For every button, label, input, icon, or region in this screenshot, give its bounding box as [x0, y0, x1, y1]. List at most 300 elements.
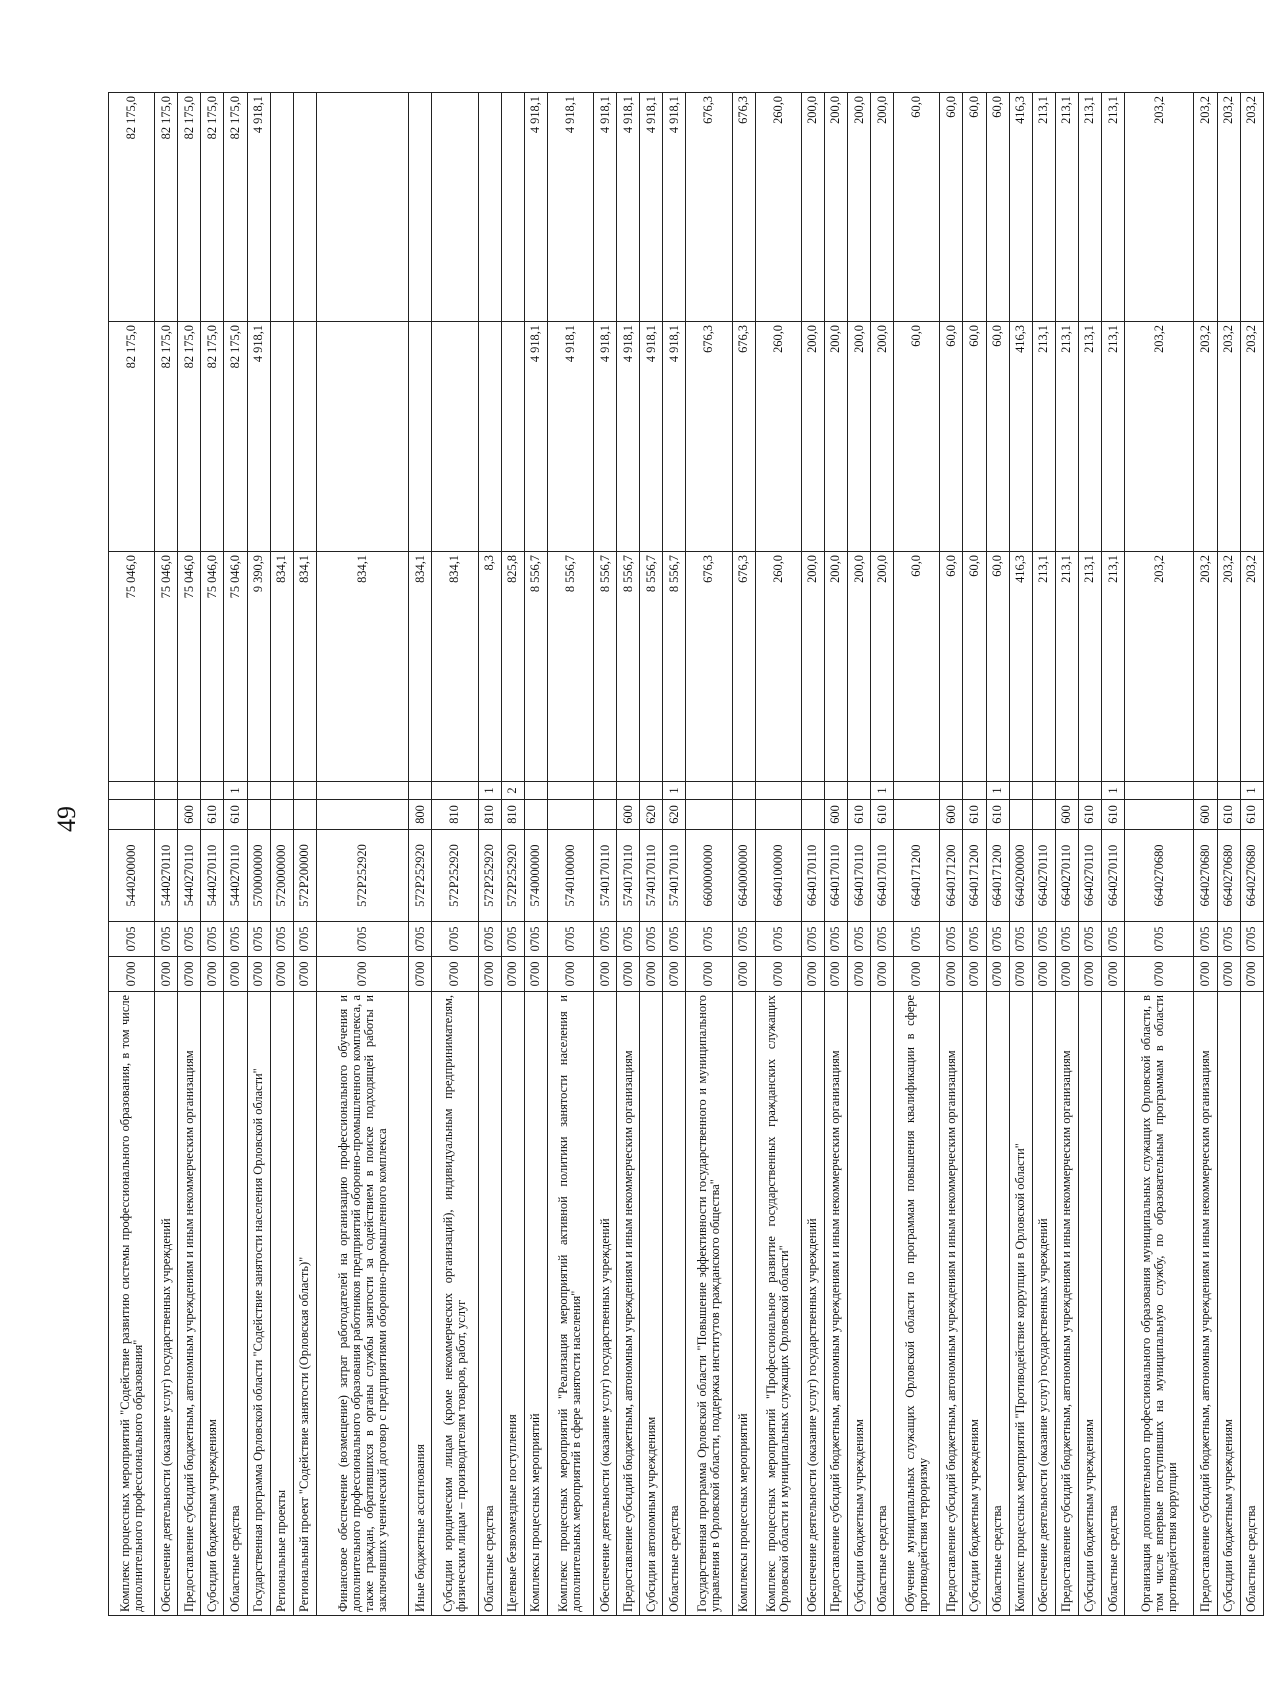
- amount-year-3-cell: 4 918,1: [593, 93, 616, 322]
- target-article-cell: 5740170110: [640, 830, 663, 922]
- subsection-code-cell: 0705: [732, 922, 755, 957]
- subsection-code-cell: 0705: [224, 922, 247, 957]
- source-flag-cell: [270, 782, 293, 800]
- expense-type-cell: [247, 800, 270, 830]
- table-row: [224, 93, 247, 1616]
- subsection-code-cell: 0705: [293, 922, 316, 957]
- amount-year-1-cell: 60,0: [940, 552, 963, 782]
- amount-year-3-cell: 200,0: [848, 93, 871, 322]
- section-code-cell: 0700: [1055, 957, 1078, 992]
- amount-year-3-cell: 416,3: [1009, 93, 1032, 322]
- source-flag-cell: [293, 782, 316, 800]
- table-row: [247, 93, 270, 1616]
- table-row: [593, 93, 616, 1616]
- table-row: [1217, 93, 1240, 1616]
- source-flag-cell: [247, 782, 270, 800]
- target-article-cell: 6640171200: [963, 830, 986, 922]
- expense-type-cell: [547, 800, 593, 830]
- source-flag-cell: [178, 782, 201, 800]
- amount-year-1-cell: 75 046,0: [201, 552, 224, 782]
- section-code-cell: 0700: [663, 957, 686, 992]
- row-name-cell: Субсидии бюджетным учреждениям: [963, 992, 986, 1616]
- amount-year-3-cell: 4 918,1: [547, 93, 593, 322]
- source-flag-cell: [732, 782, 755, 800]
- source-flag-cell: [1078, 782, 1101, 800]
- amount-year-2-cell: 60,0: [963, 322, 986, 552]
- amount-year-1-cell: 8,3: [478, 552, 501, 782]
- expense-type-cell: [270, 800, 293, 830]
- source-flag-cell: 1: [1240, 782, 1263, 800]
- subsection-code-cell: 0705: [663, 922, 686, 957]
- source-flag-cell: [1194, 782, 1217, 800]
- amount-year-1-cell: 834,1: [432, 552, 478, 782]
- table-row: [155, 93, 178, 1616]
- expense-type-cell: 600: [940, 800, 963, 830]
- amount-year-2-cell: 203,2: [1240, 322, 1263, 552]
- amount-year-3-cell: 203,2: [1217, 93, 1240, 322]
- row-name-cell: Субсидии бюджетным учреждениям: [1078, 992, 1101, 1616]
- source-flag-cell: [316, 782, 408, 800]
- table-row: [1009, 93, 1032, 1616]
- amount-year-1-cell: 260,0: [755, 552, 801, 782]
- expense-type-cell: [894, 800, 940, 830]
- amount-year-3-cell: [501, 93, 524, 322]
- table-row: [524, 93, 547, 1616]
- amount-year-1-cell: 200,0: [848, 552, 871, 782]
- row-name-cell: Субсидии бюджетным учреждениям: [201, 992, 224, 1616]
- amount-year-3-cell: 203,2: [1125, 93, 1194, 322]
- amount-year-1-cell: 834,1: [409, 552, 432, 782]
- section-code-cell: 0700: [1217, 957, 1240, 992]
- expense-type-cell: 600: [1055, 800, 1078, 830]
- subsection-code-cell: 0705: [432, 922, 478, 957]
- target-article-cell: 5440270110: [178, 830, 201, 922]
- subsection-code-cell: 0705: [178, 922, 201, 957]
- subsection-code-cell: 0705: [409, 922, 432, 957]
- subsection-code-cell: 0705: [686, 922, 732, 957]
- amount-year-2-cell: 200,0: [871, 322, 894, 552]
- expense-type-cell: 610: [1217, 800, 1240, 830]
- table-row: [293, 93, 316, 1616]
- amount-year-3-cell: 676,3: [732, 93, 755, 322]
- subsection-code-cell: 0705: [1125, 922, 1194, 957]
- amount-year-2-cell: 4 918,1: [547, 322, 593, 552]
- subsection-code-cell: 0705: [109, 922, 155, 957]
- row-name-cell: Комплекс процессных мероприятий "Противодействие коррупции в Орловской области": [1009, 992, 1032, 1616]
- amount-year-1-cell: 60,0: [963, 552, 986, 782]
- row-name-cell: Областные средства: [1240, 992, 1263, 1616]
- section-code-cell: 0700: [1009, 957, 1032, 992]
- source-flag-cell: [1032, 782, 1055, 800]
- amount-year-1-cell: 75 046,0: [109, 552, 155, 782]
- section-code-cell: 0700: [409, 957, 432, 992]
- subsection-code-cell: 0705: [501, 922, 524, 957]
- source-flag-cell: [155, 782, 178, 800]
- expense-type-cell: 610: [201, 800, 224, 830]
- section-code-cell: 0700: [593, 957, 616, 992]
- source-flag-cell: [1009, 782, 1032, 800]
- row-name-cell: Предоставление субсидий бюджетным, автономным учреждениям и иным некоммерческим организациям: [178, 992, 201, 1616]
- amount-year-2-cell: 213,1: [1102, 322, 1125, 552]
- section-code-cell: 0700: [640, 957, 663, 992]
- amount-year-3-cell: [478, 93, 501, 322]
- source-flag-cell: 2: [501, 782, 524, 800]
- expense-type-cell: 600: [824, 800, 847, 830]
- amount-year-2-cell: 60,0: [894, 322, 940, 552]
- section-code-cell: 0700: [894, 957, 940, 992]
- subsection-code-cell: 0705: [478, 922, 501, 957]
- table-row: [1032, 93, 1055, 1616]
- target-article-cell: 5440270110: [201, 830, 224, 922]
- subsection-code-cell: 0705: [986, 922, 1009, 957]
- section-code-cell: 0700: [1078, 957, 1101, 992]
- amount-year-2-cell: 60,0: [940, 322, 963, 552]
- amount-year-1-cell: 203,2: [1240, 552, 1263, 782]
- section-code-cell: 0700: [201, 957, 224, 992]
- amount-year-1-cell: 203,2: [1217, 552, 1240, 782]
- expense-type-cell: [801, 800, 824, 830]
- row-name-cell: Областные средства: [478, 992, 501, 1616]
- source-flag-cell: [686, 782, 732, 800]
- amount-year-3-cell: 82 175,0: [201, 93, 224, 322]
- amount-year-1-cell: 8 556,7: [524, 552, 547, 782]
- subsection-code-cell: 0705: [824, 922, 847, 957]
- source-flag-cell: [547, 782, 593, 800]
- amount-year-1-cell: 213,1: [1055, 552, 1078, 782]
- table-row: [432, 93, 478, 1616]
- subsection-code-cell: 0705: [593, 922, 616, 957]
- row-name-cell: Целевые безвозмездные поступления: [501, 992, 524, 1616]
- target-article-cell: 6640270680: [1125, 830, 1194, 922]
- section-code-cell: 0700: [293, 957, 316, 992]
- subsection-code-cell: 0705: [1240, 922, 1263, 957]
- amount-year-3-cell: [432, 93, 478, 322]
- amount-year-3-cell: 203,2: [1194, 93, 1217, 322]
- target-article-cell: 5740170110: [593, 830, 616, 922]
- row-name-cell: Финансовое обеспечение (возмещение) затрат работодателей на организацию профессионального обучения и дополнительного профессионального образования работников предприятий оборонно-промышленного комплекса, а также граждан, обратившихся в органы службы занятости за содействием в поиске подходящей работы и заключивших ученический договор с предприятиями оборонно-промышленного комплекса: [316, 992, 408, 1616]
- row-name-cell: Субсидии бюджетным учреждениям: [1217, 992, 1240, 1616]
- expense-type-cell: 810: [501, 800, 524, 830]
- amount-year-1-cell: 8 556,7: [663, 552, 686, 782]
- row-name-cell: Региональный проект "Содействие занятости (Орловская область)": [293, 992, 316, 1616]
- table-row: [732, 93, 755, 1616]
- section-code-cell: 0700: [247, 957, 270, 992]
- target-article-cell: 5740170110: [663, 830, 686, 922]
- amount-year-1-cell: 200,0: [801, 552, 824, 782]
- table-row: [178, 93, 201, 1616]
- amount-year-3-cell: 60,0: [963, 93, 986, 322]
- section-code-cell: 0700: [270, 957, 293, 992]
- source-flag-cell: [801, 782, 824, 800]
- table-row: [1125, 93, 1194, 1616]
- target-article-cell: 6640270680: [1217, 830, 1240, 922]
- row-name-cell: Областные средства: [871, 992, 894, 1616]
- subsection-code-cell: 0705: [1032, 922, 1055, 957]
- amount-year-3-cell: 82 175,0: [109, 93, 155, 322]
- row-name-cell: Организация дополнительного профессионального образования муниципальных служащих Орловской области, в том числе впервые поступивших на муниципальную службу, по образовательным программам в области противодействия коррупции: [1125, 992, 1194, 1616]
- expense-type-cell: [732, 800, 755, 830]
- target-article-cell: 6640170110: [871, 830, 894, 922]
- table-row: [478, 93, 501, 1616]
- row-name-cell: Обучение муниципальных служащих Орловской области по программам повышения квалификации в сфере противодействия терроризму: [894, 992, 940, 1616]
- page-number: 49: [52, 806, 81, 832]
- table-row: [270, 93, 293, 1616]
- row-name-cell: Государственная программа Орловской области "Содействие занятости населения Орловской области": [247, 992, 270, 1616]
- amount-year-2-cell: 82 175,0: [178, 322, 201, 552]
- amount-year-3-cell: 60,0: [986, 93, 1009, 322]
- table-row: [109, 93, 155, 1616]
- rotated-table-wrapper: [108, 93, 1259, 1616]
- table-row: [1078, 93, 1101, 1616]
- target-article-cell: 572P252920: [478, 830, 501, 922]
- target-article-cell: 6640000000: [732, 830, 755, 922]
- amount-year-3-cell: 213,1: [1055, 93, 1078, 322]
- amount-year-2-cell: 200,0: [824, 322, 847, 552]
- source-flag-cell: [640, 782, 663, 800]
- subsection-code-cell: 0705: [547, 922, 593, 957]
- table-row: [894, 93, 940, 1616]
- amount-year-1-cell: 834,1: [270, 552, 293, 782]
- amount-year-3-cell: 82 175,0: [178, 93, 201, 322]
- section-code-cell: 0700: [963, 957, 986, 992]
- amount-year-2-cell: 4 918,1: [617, 322, 640, 552]
- target-article-cell: 6640171200: [986, 830, 1009, 922]
- target-article-cell: 5720000000: [270, 830, 293, 922]
- row-name-cell: Областные средства: [1102, 992, 1125, 1616]
- source-flag-cell: [963, 782, 986, 800]
- target-article-cell: 6640171200: [940, 830, 963, 922]
- expense-type-cell: [109, 800, 155, 830]
- target-article-cell: 572P252920: [316, 830, 408, 922]
- target-article-cell: 572P252920: [501, 830, 524, 922]
- subsection-code-cell: 0705: [155, 922, 178, 957]
- subsection-code-cell: 0705: [940, 922, 963, 957]
- row-name-cell: Государственная программа Орловской области "Повышение эффективности государственного и муниципального управления в Орловской области, поддержка институтов гражданского общества": [686, 992, 732, 1616]
- row-name-cell: Обеспечение деятельности (оказание услуг) государственных учреждений: [155, 992, 178, 1616]
- subsection-code-cell: 0705: [848, 922, 871, 957]
- row-name-cell: Комплексы процессных мероприятий: [524, 992, 547, 1616]
- source-flag-cell: [1055, 782, 1078, 800]
- expense-type-cell: 610: [224, 800, 247, 830]
- amount-year-1-cell: 60,0: [894, 552, 940, 782]
- source-flag-cell: 1: [224, 782, 247, 800]
- target-article-cell: 5700000000: [247, 830, 270, 922]
- source-flag-cell: 1: [986, 782, 1009, 800]
- source-flag-cell: [940, 782, 963, 800]
- subsection-code-cell: 0705: [1194, 922, 1217, 957]
- amount-year-2-cell: 82 175,0: [201, 322, 224, 552]
- subsection-code-cell: 0705: [963, 922, 986, 957]
- table-row: [871, 93, 894, 1616]
- table-row: [617, 93, 640, 1616]
- expense-type-cell: [686, 800, 732, 830]
- table-row: [940, 93, 963, 1616]
- section-code-cell: 0700: [109, 957, 155, 992]
- section-code-cell: 0700: [732, 957, 755, 992]
- section-code-cell: 0700: [178, 957, 201, 992]
- expense-type-cell: 600: [178, 800, 201, 830]
- table-row: [201, 93, 224, 1616]
- source-flag-cell: [1217, 782, 1240, 800]
- amount-year-3-cell: 203,2: [1240, 93, 1263, 322]
- amount-year-1-cell: 75 046,0: [155, 552, 178, 782]
- amount-year-3-cell: 676,3: [686, 93, 732, 322]
- expense-type-cell: 610: [848, 800, 871, 830]
- target-article-cell: 572P252920: [409, 830, 432, 922]
- amount-year-1-cell: 8 556,7: [617, 552, 640, 782]
- row-name-cell: Предоставление субсидий бюджетным, автономным учреждениям и иным некоммерческим организациям: [1194, 992, 1217, 1616]
- amount-year-1-cell: 75 046,0: [178, 552, 201, 782]
- amount-year-1-cell: 213,1: [1102, 552, 1125, 782]
- subsection-code-cell: 0705: [247, 922, 270, 957]
- source-flag-cell: 1: [871, 782, 894, 800]
- target-article-cell: 6640270110: [1032, 830, 1055, 922]
- row-name-cell: Предоставление субсидий бюджетным, автономным учреждениям и иным некоммерческим организациям: [940, 992, 963, 1616]
- row-name-cell: Региональные проекты: [270, 992, 293, 1616]
- subsection-code-cell: 0705: [894, 922, 940, 957]
- expense-type-cell: [524, 800, 547, 830]
- subsection-code-cell: 0705: [755, 922, 801, 957]
- target-article-cell: 6640100000: [755, 830, 801, 922]
- amount-year-3-cell: 82 175,0: [155, 93, 178, 322]
- amount-year-2-cell: 82 175,0: [224, 322, 247, 552]
- row-name-cell: Субсидии юридическим лицам (кроме некоммерческих организаций), индивидуальным предпринимателям, физическим лицам – производителям товаров, работ, услуг: [432, 992, 478, 1616]
- row-name-cell: Областные средства: [663, 992, 686, 1616]
- table-row: [963, 93, 986, 1616]
- source-flag-cell: [593, 782, 616, 800]
- source-flag-cell: [432, 782, 478, 800]
- table-body: [109, 93, 1264, 1616]
- amount-year-2-cell: [270, 322, 293, 552]
- amount-year-3-cell: 82 175,0: [224, 93, 247, 322]
- amount-year-3-cell: 200,0: [824, 93, 847, 322]
- amount-year-1-cell: 213,1: [1078, 552, 1101, 782]
- subsection-code-cell: 0705: [201, 922, 224, 957]
- target-article-cell: 572P252920: [432, 830, 478, 922]
- expense-type-cell: 610: [1102, 800, 1125, 830]
- row-name-cell: Предоставление субсидий бюджетным, автономным учреждениям и иным некоммерческим организациям: [617, 992, 640, 1616]
- row-name-cell: Обеспечение деятельности (оказание услуг) государственных учреждений: [1032, 992, 1055, 1616]
- target-article-cell: 6640270110: [1078, 830, 1101, 922]
- row-name-cell: Иные бюджетные ассигнования: [409, 992, 432, 1616]
- table-row: [547, 93, 593, 1616]
- amount-year-1-cell: 200,0: [824, 552, 847, 782]
- target-article-cell: 5740100000: [547, 830, 593, 922]
- amount-year-2-cell: [293, 322, 316, 552]
- subsection-code-cell: 0705: [1217, 922, 1240, 957]
- expense-type-cell: 810: [478, 800, 501, 830]
- amount-year-1-cell: 203,2: [1194, 552, 1217, 782]
- subsection-code-cell: 0705: [270, 922, 293, 957]
- subsection-code-cell: 0705: [524, 922, 547, 957]
- amount-year-2-cell: 203,2: [1125, 322, 1194, 552]
- section-code-cell: 0700: [801, 957, 824, 992]
- expense-type-cell: 600: [1194, 800, 1217, 830]
- budget-table: [108, 92, 1264, 1616]
- table-row: [409, 93, 432, 1616]
- section-code-cell: 0700: [824, 957, 847, 992]
- amount-year-2-cell: 4 918,1: [640, 322, 663, 552]
- target-article-cell: 6640270680: [1194, 830, 1217, 922]
- expense-type-cell: 610: [1240, 800, 1263, 830]
- target-article-cell: 6640270110: [1102, 830, 1125, 922]
- expense-type-cell: 610: [871, 800, 894, 830]
- section-code-cell: 0700: [617, 957, 640, 992]
- source-flag-cell: [524, 782, 547, 800]
- expense-type-cell: 610: [986, 800, 1009, 830]
- table-row: [1102, 93, 1125, 1616]
- source-flag-cell: [409, 782, 432, 800]
- row-name-cell: Субсидии автономным учреждениям: [640, 992, 663, 1616]
- section-code-cell: 0700: [848, 957, 871, 992]
- section-code-cell: 0700: [501, 957, 524, 992]
- row-name-cell: Комплекс процессных мероприятий "Профессиональное развитие государственных гражданских служащих Орловской области и муниципальных служащих Орловской области": [755, 992, 801, 1616]
- amount-year-2-cell: 4 918,1: [593, 322, 616, 552]
- table-row: [1240, 93, 1263, 1616]
- amount-year-2-cell: 676,3: [686, 322, 732, 552]
- expense-type-cell: [1032, 800, 1055, 830]
- amount-year-1-cell: 200,0: [871, 552, 894, 782]
- amount-year-1-cell: 834,1: [316, 552, 408, 782]
- amount-year-2-cell: 200,0: [801, 322, 824, 552]
- section-code-cell: 0700: [478, 957, 501, 992]
- section-code-cell: 0700: [1240, 957, 1263, 992]
- source-flag-cell: [848, 782, 871, 800]
- subsection-code-cell: 0705: [1055, 922, 1078, 957]
- target-article-cell: 5440270110: [155, 830, 178, 922]
- amount-year-1-cell: 834,1: [293, 552, 316, 782]
- row-name-cell: Областные средства: [986, 992, 1009, 1616]
- amount-year-3-cell: 4 918,1: [524, 93, 547, 322]
- subsection-code-cell: 0705: [801, 922, 824, 957]
- section-code-cell: 0700: [1032, 957, 1055, 992]
- amount-year-3-cell: [293, 93, 316, 322]
- subsection-code-cell: 0705: [617, 922, 640, 957]
- table-row: [1055, 93, 1078, 1616]
- amount-year-1-cell: 213,1: [1032, 552, 1055, 782]
- table-row: [1194, 93, 1217, 1616]
- expense-type-cell: [755, 800, 801, 830]
- amount-year-3-cell: 4 918,1: [663, 93, 686, 322]
- amount-year-3-cell: 60,0: [940, 93, 963, 322]
- expense-type-cell: [293, 800, 316, 830]
- expense-type-cell: 800: [409, 800, 432, 830]
- source-flag-cell: [894, 782, 940, 800]
- amount-year-1-cell: 825,8: [501, 552, 524, 782]
- subsection-code-cell: 0705: [1102, 922, 1125, 957]
- subsection-code-cell: 0705: [1078, 922, 1101, 957]
- target-article-cell: 5740000000: [524, 830, 547, 922]
- amount-year-2-cell: 260,0: [755, 322, 801, 552]
- target-article-cell: 5440200000: [109, 830, 155, 922]
- row-name-cell: Комплекс процессных мероприятий "Реализация мероприятий активной политики занятости населения и дополнительных мероприятий в сфере занятости населения": [547, 992, 593, 1616]
- amount-year-1-cell: 8 556,7: [547, 552, 593, 782]
- table-row: [848, 93, 871, 1616]
- target-article-cell: 6640170110: [848, 830, 871, 922]
- source-flag-cell: 1: [1102, 782, 1125, 800]
- section-code-cell: 0700: [432, 957, 478, 992]
- amount-year-2-cell: 60,0: [986, 322, 1009, 552]
- amount-year-3-cell: 260,0: [755, 93, 801, 322]
- amount-year-2-cell: 203,2: [1194, 322, 1217, 552]
- section-code-cell: 0700: [686, 957, 732, 992]
- amount-year-3-cell: 213,1: [1078, 93, 1101, 322]
- source-flag-cell: [617, 782, 640, 800]
- amount-year-2-cell: 4 918,1: [524, 322, 547, 552]
- table-row: [663, 93, 686, 1616]
- section-code-cell: 0700: [871, 957, 894, 992]
- amount-year-2-cell: 200,0: [848, 322, 871, 552]
